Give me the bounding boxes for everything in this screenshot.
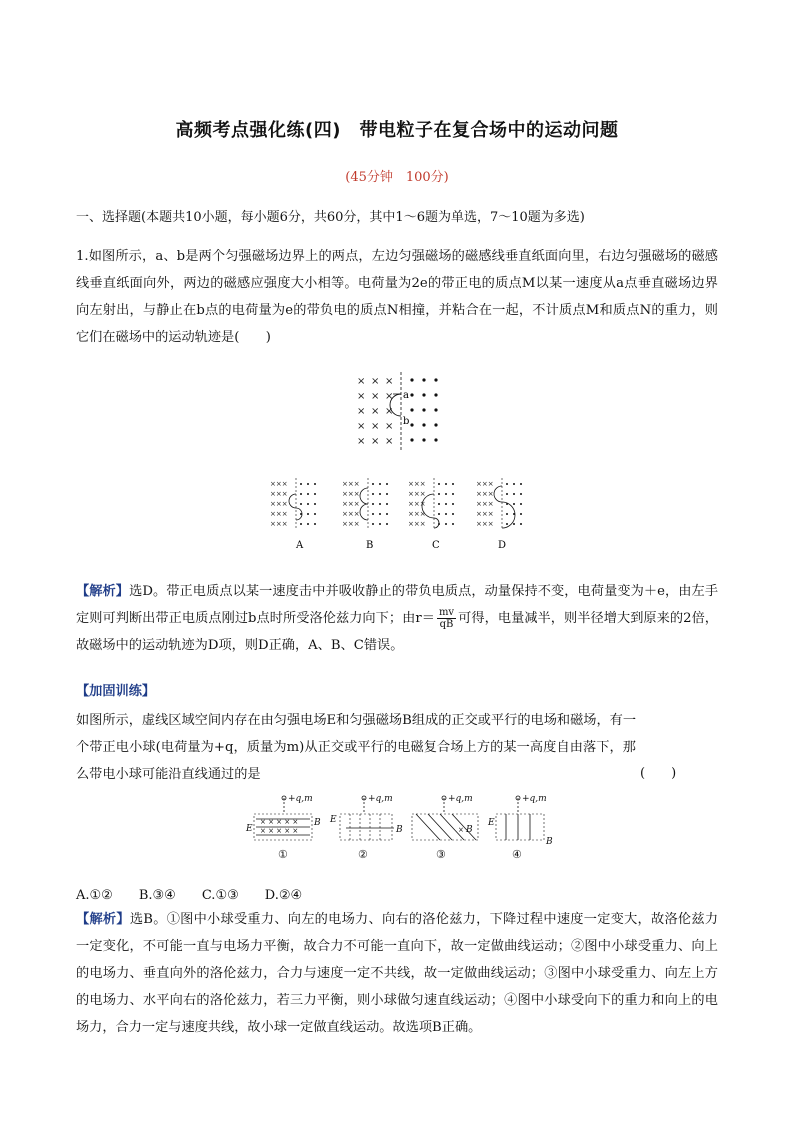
option-c-label: C <box>432 540 440 551</box>
figure-3 <box>412 794 478 861</box>
figure-number-2: ② <box>358 848 368 861</box>
field-b-label-3: B <box>466 825 473 835</box>
charge-label-1: +q,m <box>288 794 313 804</box>
option-a-figure <box>270 478 316 530</box>
option-c-figure <box>408 478 454 530</box>
option-b-figure <box>342 478 388 530</box>
svg-text:×: × <box>357 376 366 387</box>
point-a-label: a <box>403 390 409 401</box>
analysis-2-text: 选B。①图中小球受重力、向左的电场力、向右的洛伦兹力，下降过程中速度一定变大，故洛伦兹力一定变化，不可能一直与电场力平衡，故合力不可能一直向下，故一定做曲线运动；②图中小球受重力、向上的电场力、垂直向外的洛伦兹力，合力与速度一定不共线，故一定做曲线运动；③图中小球受重力、向左上方的电场力、水平向右的洛伦兹力，若三力平衡，则小球做匀速直线运动；④图中小球受向下的重力和向上的电场力，合力一定与速度共线，故小球一定做直线运动。故选项B正确。 <box>76 912 719 1035</box>
svg-text:×: × <box>458 826 464 834</box>
svg-text:× × × × ×: × × × × × <box>260 818 299 826</box>
svg-text:×: × <box>385 436 394 447</box>
field-e-label-1: E <box>246 824 253 834</box>
extra-question-text: 如图所示，虚线区域空间内存在由匀强电场E和匀强磁场B组成的正交或平行的电场和磁场，有一个带正电小球(电荷量为+q，质量为m)从正交或平行的电磁复合场上方的某一高度自由落下，那么带电小球可能沿直线通过的是 <box>76 713 637 782</box>
q1-option-figures <box>270 478 530 554</box>
svg-text:×: × <box>357 421 366 432</box>
crosses-left <box>357 376 393 447</box>
option-b-label: B <box>366 540 374 551</box>
svg-text:×: × <box>371 406 380 417</box>
fraction-denominator: qB <box>439 619 454 630</box>
svg-text:×: × <box>357 406 366 417</box>
svg-text:×: × <box>385 406 394 417</box>
svg-text:×: × <box>357 436 366 447</box>
option-d-figure <box>476 478 522 530</box>
svg-text:×: × <box>385 391 394 402</box>
field-e-label-2: E <box>330 815 337 825</box>
q1-main-figure <box>355 372 445 452</box>
analysis-1-part2: 可得，电量减半，则半径增大到原来的2倍，故磁场中的运动轨迹为D项，则D正确，A、B、C错误。 <box>76 611 718 653</box>
figure-number-4: ④ <box>512 848 522 861</box>
analysis-2 <box>76 906 718 1041</box>
figure-4 <box>487 794 553 861</box>
svg-text:×: × <box>371 421 380 432</box>
question-1-text: 1.如图所示，a、b是两个匀强磁场边界上的两点，左边匀强磁场的磁感线垂直纸面向里，右边匀强磁场的磁感线垂直纸面向外，两边的磁感应强度大小相等。电荷量为2e的带正电的质点M以某一速度从a点垂直磁场边界向左射出，与静止在b点的电荷量为e的带负电的质点N相撞，并粘合在一起，不计质点M和质点N的重力，则它们在磁场中的运动轨迹是( ) <box>76 249 718 345</box>
svg-text:×: × <box>371 391 380 402</box>
field-b-label-1: B <box>314 818 321 828</box>
svg-text:×: × <box>385 421 394 432</box>
analysis-1-tag: 【解析】 <box>76 584 130 599</box>
page-title: 高频考点强化练(四) 带电粒子在复合场中的运动问题 <box>175 120 619 141</box>
radius-formula-fraction <box>437 607 456 630</box>
svg-text:×: × <box>357 391 366 402</box>
answer-parentheses: ( ) <box>640 766 677 781</box>
field-b-label-4: B <box>546 837 553 847</box>
figure-number-3: ③ <box>436 848 446 861</box>
figure-number-1: ① <box>278 848 288 861</box>
time-score-note: (45分钟 100分) <box>345 170 449 185</box>
figure-1 <box>245 794 321 861</box>
analysis-1-part1: 选D。带正电质点以某一速度击中并吸收静止的带负电质点，动量保持不变，电荷量变为＋e，由左手定则可判断出带正电质点刚过b点时所受洛伦兹力向下；由r＝ <box>76 584 719 626</box>
option-a-label: A <box>296 540 304 551</box>
section-heading: 一、选择题(本题共10小题，每小题6分，共60分，其中1～6题为单选，7～10题为多选) <box>76 210 585 225</box>
svg-text:×: × <box>385 376 394 387</box>
analysis-1 <box>76 578 718 659</box>
point-b-label: b <box>403 416 410 427</box>
field-e-label-4: E <box>488 818 495 828</box>
field-b-label-2: B <box>396 825 403 835</box>
charge-label-2: +q,m <box>368 794 393 804</box>
answer-choices: A.①② B.③④ C.①③ D.②④ <box>76 888 303 903</box>
extra-field-figures <box>244 792 564 868</box>
figure-2 <box>329 794 403 861</box>
charge-label-3: +q,m <box>448 794 473 804</box>
svg-text:×: × <box>371 376 380 387</box>
fraction-numerator: mv <box>438 607 455 618</box>
charge-label-4: +q,m <box>522 794 547 804</box>
analysis-2-tag: 【解析】 <box>76 912 130 927</box>
extra-training-heading: 【加固训练】 <box>76 684 156 699</box>
option-d-label: D <box>498 540 507 551</box>
svg-text:×: × <box>371 436 380 447</box>
svg-text:× × × × ×: × × × × × <box>260 827 299 835</box>
